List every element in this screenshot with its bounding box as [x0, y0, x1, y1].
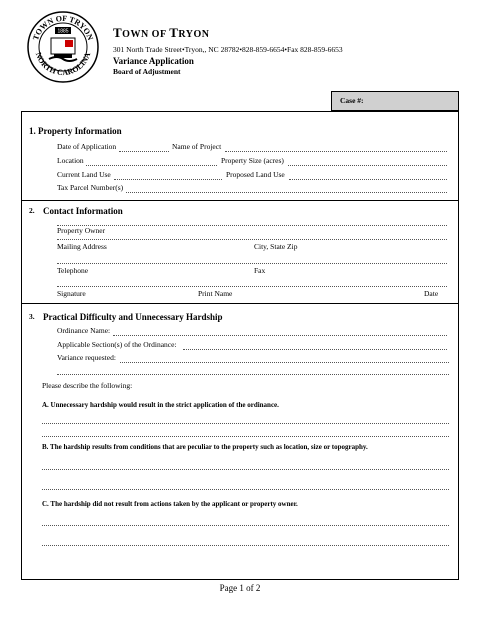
location-field[interactable] [86, 165, 217, 166]
fax-label: Fax [254, 266, 266, 275]
telephone-label: Telephone [57, 266, 89, 275]
property-size-label: Property Size (acres) [221, 156, 284, 165]
signature-label: Signature [57, 289, 86, 298]
tax-parcel-field[interactable] [126, 192, 447, 193]
seal-top-text: TOWN OF TRYON [31, 13, 95, 42]
location-label: Location [57, 156, 84, 165]
seal-year: 1885 [57, 28, 69, 35]
seal-bottom-text: NORTH CAROLINA [33, 51, 93, 78]
variance-requested-label: Variance requested: [57, 353, 116, 362]
section-divider [21, 200, 459, 201]
ordinance-name-label: Ordinance Name: [57, 326, 111, 335]
city-state-zip-label: City, State Zip [254, 242, 298, 251]
signature-field[interactable] [57, 286, 447, 287]
section3-number: 3. [29, 312, 35, 321]
answer-b-line[interactable] [42, 489, 449, 490]
board-name: Board of Adjustment [113, 67, 181, 76]
telephone-field[interactable] [57, 263, 447, 264]
question-c: C. The hardship did not result from actions taken by the applicant or property owner. [42, 500, 298, 508]
property-owner-label: Property Owner [57, 226, 106, 235]
town-seal [27, 11, 99, 83]
project-name-field[interactable] [225, 151, 447, 152]
answer-c-line[interactable] [42, 525, 449, 526]
section2-heading: Contact Information [43, 206, 123, 216]
answer-a-line[interactable] [42, 436, 449, 437]
section1-heading: 1. Property Information [29, 126, 122, 136]
print-name-label: Print Name [198, 289, 233, 298]
current-use-field[interactable] [114, 179, 222, 180]
case-number-box[interactable] [331, 91, 459, 111]
property-size-field[interactable] [288, 165, 447, 166]
describe-instruction: Please describe the following: [42, 381, 133, 390]
applicable-section-field[interactable] [183, 349, 447, 350]
question-b: B. The hardship results from conditions that are peculiar to the property such as location, size or topography. [42, 443, 368, 451]
ordinance-name-field[interactable] [113, 335, 447, 336]
variance-requested-field-2[interactable] [57, 374, 449, 375]
answer-a-line[interactable] [42, 423, 449, 424]
answer-b-line[interactable] [42, 469, 449, 470]
form-title: Variance Application [113, 56, 194, 66]
variance-requested-field[interactable] [120, 362, 449, 363]
question-a: A. Unnecessary hardship would result in the strict application of the ordinance. [42, 401, 279, 409]
date-label: Date [424, 289, 439, 298]
tax-parcel-label: Tax Parcel Number(s) [57, 183, 124, 192]
mailing-address-field[interactable] [57, 239, 447, 240]
section-divider [21, 303, 459, 304]
applicable-section-label: Applicable Section(s) of the Ordinance: [57, 340, 177, 349]
town-name: TOWN OF TRYON [113, 25, 210, 40]
proposed-use-field[interactable] [289, 179, 447, 180]
proposed-use-label: Proposed Land Use [226, 170, 285, 179]
date-application-field[interactable] [119, 151, 169, 152]
mailing-address-label: Mailing Address [57, 242, 107, 251]
case-number-label: Case #: [340, 96, 364, 105]
page-number: Page 1 of 2 [219, 583, 261, 593]
answer-c-line[interactable] [42, 545, 449, 546]
property-owner-field[interactable] [57, 225, 447, 226]
date-application-label: Date of Application [57, 142, 117, 151]
town-address: 301 North Trade Street•Tryon,, NC 28782•828-859-6654•Fax 828-859-6653 [113, 45, 343, 54]
project-name-label: Name of Project [172, 142, 222, 151]
section2-number: 2. [29, 206, 35, 215]
current-use-label: Current Land Use [57, 170, 111, 179]
section3-heading: Practical Difficulty and Unnecessary Hardship [43, 312, 223, 322]
